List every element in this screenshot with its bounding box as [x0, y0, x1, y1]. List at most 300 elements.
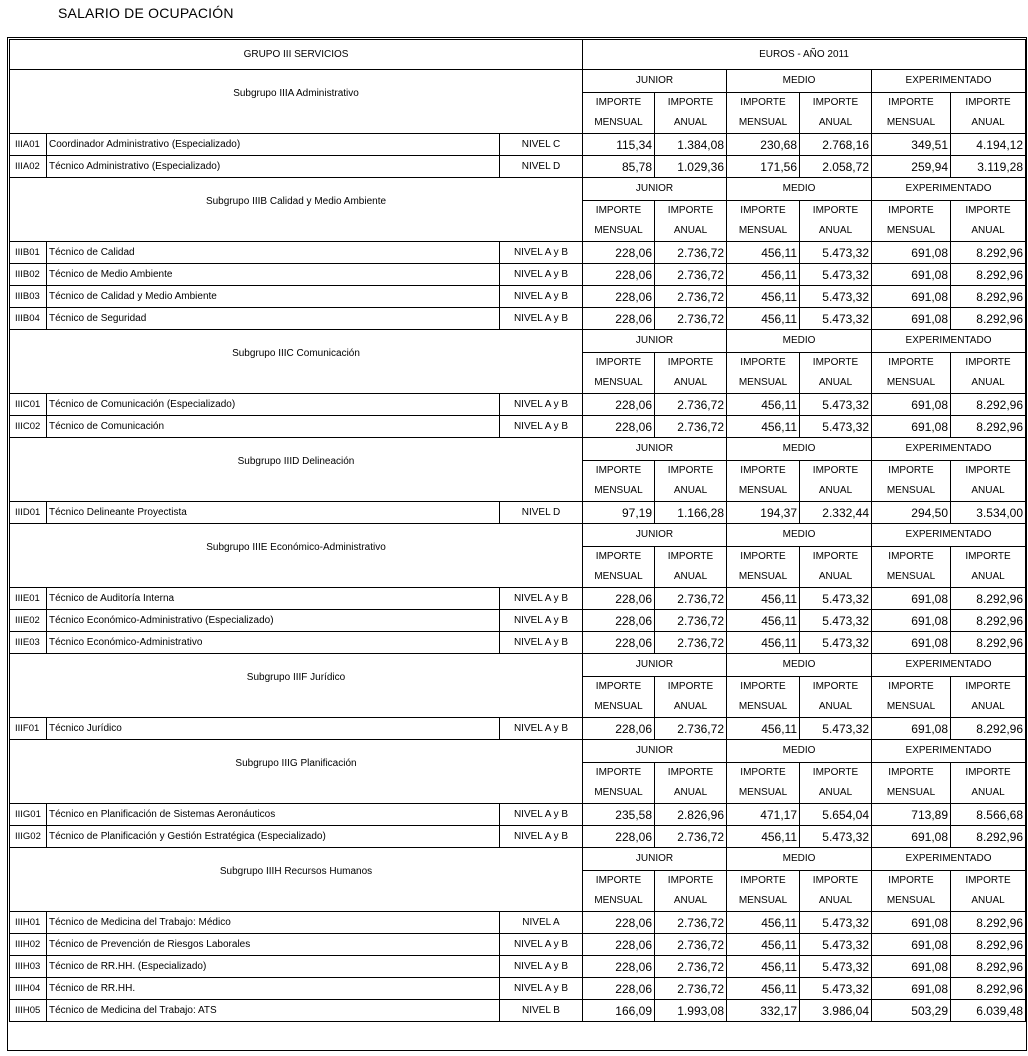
salary-value: 691,08: [872, 718, 951, 740]
anual-label: ANUAL: [673, 377, 708, 388]
amount-mensual-header: [872, 93, 951, 134]
amount-mensual-header: [583, 353, 655, 394]
job-name: Técnico Económico-Administrativo (Especializado): [47, 610, 500, 632]
job-code: IIIC01: [10, 394, 47, 416]
salary-value: 332,17: [727, 1000, 800, 1022]
level-medio: MEDIO: [727, 654, 872, 677]
level-junior: JUNIOR: [583, 740, 727, 763]
job-level: NIVEL B: [500, 1000, 583, 1022]
salary-value: 456,11: [727, 912, 800, 934]
amount-anual-header: [800, 93, 872, 134]
amount-anual-header: [800, 763, 872, 804]
level-experimentado: EXPERIMENTADO: [872, 178, 1026, 201]
amount-anual-header: [800, 871, 872, 912]
salary-value: 1.029,36: [655, 156, 727, 178]
salary-value: 2.736,72: [655, 588, 727, 610]
importe-label: IMPORTE: [595, 767, 642, 778]
importe-label: IMPORTE: [888, 875, 934, 886]
anual-label: ANUAL: [971, 225, 1005, 236]
subgroup-title: Subgrupo IIIF Jurídico: [246, 671, 346, 683]
anual-label: ANUAL: [673, 485, 708, 496]
salary-value: 1.384,08: [655, 134, 727, 156]
importe-label: IMPORTE: [740, 681, 786, 692]
importe-label: IMPORTE: [812, 681, 859, 692]
salary-value: 2.736,72: [655, 394, 727, 416]
salary-value: 5.473,32: [800, 718, 872, 740]
subgroup-title: Subgrupo IIIG Planificación: [235, 757, 357, 769]
importe-label: IMPORTE: [812, 357, 859, 368]
level-experimentado: EXPERIMENTADO: [872, 848, 1026, 871]
job-code: IIIE02: [10, 610, 47, 632]
subgroup-title: Subgrupo IIID Delineación: [237, 455, 355, 467]
mensual-label: MENSUAL: [738, 485, 788, 496]
job-name: Técnico de Calidad: [47, 242, 500, 264]
salary-value: 691,08: [872, 242, 951, 264]
importe-label: IMPORTE: [667, 97, 714, 108]
salary-value: 228,06: [583, 264, 655, 286]
amount-anual-header: [655, 677, 727, 718]
importe-label: IMPORTE: [595, 875, 642, 886]
job-level: NIVEL A: [500, 912, 583, 934]
job-code: IIIG01: [10, 804, 47, 826]
level-medio: MEDIO: [727, 438, 872, 461]
job-code: IIIB03: [10, 286, 47, 308]
job-name: Técnico Delineante Proyectista: [47, 502, 500, 524]
table-row: [10, 264, 1026, 286]
salary-value: 456,11: [727, 718, 800, 740]
job-name: Técnico en Planificación de Sistemas Aeronáuticos: [47, 804, 500, 826]
salary-value: 228,06: [583, 978, 655, 1000]
salary-value: 691,08: [872, 632, 951, 654]
salary-table-body: [10, 40, 1026, 1022]
salary-value: 228,06: [583, 242, 655, 264]
salary-value: 2.332,44: [800, 502, 872, 524]
job-code: IIIA02: [10, 156, 47, 178]
level-medio: MEDIO: [727, 740, 872, 763]
amount-mensual-header: [583, 201, 655, 242]
importe-label: IMPORTE: [595, 551, 642, 562]
salary-value: 6.039,48: [951, 1000, 1026, 1022]
amount-anual-header: [655, 201, 727, 242]
job-code: IIIH03: [10, 956, 47, 978]
salary-value: 115,34: [583, 134, 655, 156]
table-row: [10, 242, 1026, 264]
anual-label: ANUAL: [818, 701, 853, 712]
job-level: NIVEL A y B: [500, 394, 583, 416]
salary-value: 2.736,72: [655, 912, 727, 934]
anual-label: ANUAL: [971, 117, 1005, 128]
level-junior: JUNIOR: [583, 654, 727, 677]
importe-label: IMPORTE: [740, 465, 786, 476]
job-code: IIIE01: [10, 588, 47, 610]
salary-value: 471,17: [727, 804, 800, 826]
amount-mensual-header: [727, 201, 800, 242]
salary-value: 3.119,28: [951, 156, 1026, 178]
table-row: [10, 610, 1026, 632]
importe-label: IMPORTE: [812, 205, 859, 216]
salary-value: 228,06: [583, 912, 655, 934]
importe-label: IMPORTE: [812, 767, 859, 778]
amount-anual-header: [655, 93, 727, 134]
subgroup-title-cell: [10, 438, 583, 502]
job-code: IIIG02: [10, 826, 47, 848]
anual-label: ANUAL: [971, 701, 1005, 712]
job-code: IIIB01: [10, 242, 47, 264]
salary-value: 4.194,12: [951, 134, 1026, 156]
importe-label: IMPORTE: [965, 681, 1011, 692]
anual-label: ANUAL: [673, 895, 708, 906]
salary-value: 691,08: [872, 610, 951, 632]
job-code: IIIE03: [10, 632, 47, 654]
anual-label: ANUAL: [673, 117, 708, 128]
importe-label: IMPORTE: [965, 357, 1011, 368]
salary-value: 228,06: [583, 934, 655, 956]
salary-value: 228,06: [583, 416, 655, 438]
job-level: NIVEL C: [500, 134, 583, 156]
salary-value: 2.768,16: [800, 134, 872, 156]
amount-mensual-header: [872, 547, 951, 588]
importe-label: IMPORTE: [667, 551, 714, 562]
level-header-row: [10, 178, 1026, 201]
subgroup-title: Subgrupo IIIA Administrativo: [233, 87, 359, 99]
anual-label: ANUAL: [818, 787, 853, 798]
salary-value: 5.473,32: [800, 286, 872, 308]
job-level: NIVEL A y B: [500, 978, 583, 1000]
mensual-label: MENSUAL: [886, 485, 936, 496]
amount-anual-header: [951, 201, 1026, 242]
mensual-label: MENSUAL: [886, 377, 936, 388]
salary-value: 228,06: [583, 394, 655, 416]
anual-label: ANUAL: [673, 571, 708, 582]
importe-label: IMPORTE: [812, 465, 859, 476]
job-name: Técnico Jurídico: [47, 718, 500, 740]
amount-mensual-header: [727, 93, 800, 134]
level-experimentado: EXPERIMENTADO: [872, 740, 1026, 763]
subgroup-title-cell: [10, 524, 583, 588]
subgroup-title-cell: [10, 70, 583, 134]
salary-value: 228,06: [583, 718, 655, 740]
salary-value: 5.473,32: [800, 826, 872, 848]
importe-label: IMPORTE: [888, 465, 934, 476]
importe-label: IMPORTE: [965, 205, 1011, 216]
salary-value: 2.736,72: [655, 826, 727, 848]
anual-label: ANUAL: [818, 485, 853, 496]
salary-value: 503,29: [872, 1000, 951, 1022]
level-header-row: [10, 524, 1026, 547]
subgroup-title: Subgrupo IIIC Comunicación: [232, 347, 360, 359]
mensual-label: MENSUAL: [594, 485, 643, 496]
job-name: Técnico de Auditoría Interna: [47, 588, 500, 610]
job-level: NIVEL A y B: [500, 610, 583, 632]
table-row: [10, 826, 1026, 848]
job-level: NIVEL A y B: [500, 588, 583, 610]
mensual-label: MENSUAL: [594, 895, 643, 906]
level-medio: MEDIO: [727, 70, 872, 93]
importe-label: IMPORTE: [740, 551, 786, 562]
job-code: IIIH04: [10, 978, 47, 1000]
salary-value: 228,06: [583, 308, 655, 330]
job-name: Técnico Económico-Administrativo: [47, 632, 500, 654]
salary-value: 456,11: [727, 264, 800, 286]
importe-label: IMPORTE: [965, 551, 1011, 562]
mensual-label: MENSUAL: [738, 895, 788, 906]
job-name: Técnico de Medio Ambiente: [47, 264, 500, 286]
job-level: NIVEL A y B: [500, 956, 583, 978]
salary-value: 691,08: [872, 912, 951, 934]
importe-label: IMPORTE: [965, 875, 1011, 886]
job-level: NIVEL A y B: [500, 416, 583, 438]
job-level: NIVEL A y B: [500, 242, 583, 264]
salary-value: 691,08: [872, 286, 951, 308]
importe-label: IMPORTE: [740, 97, 786, 108]
table-row: [10, 804, 1026, 826]
mensual-label: MENSUAL: [886, 117, 936, 128]
salary-value: 2.736,72: [655, 718, 727, 740]
importe-label: IMPORTE: [812, 875, 859, 886]
amount-mensual-header: [872, 353, 951, 394]
job-name: Técnico de Planificación y Gestión Estratégica (Especializado): [47, 826, 500, 848]
salary-value: 228,06: [583, 286, 655, 308]
job-name: Técnico de Medicina del Trabajo: Médico: [47, 912, 500, 934]
salary-value: 691,08: [872, 264, 951, 286]
importe-label: IMPORTE: [667, 205, 714, 216]
salary-value: 713,89: [872, 804, 951, 826]
anual-label: ANUAL: [818, 895, 853, 906]
salary-value: 171,56: [727, 156, 800, 178]
period-header: EUROS - AÑO 2011: [583, 40, 1026, 70]
mensual-label: MENSUAL: [738, 377, 788, 388]
salary-value: 691,08: [872, 826, 951, 848]
salary-value: 456,11: [727, 610, 800, 632]
salary-value: 228,06: [583, 826, 655, 848]
anual-label: ANUAL: [673, 701, 708, 712]
amount-anual-header: [655, 871, 727, 912]
amount-anual-header: [800, 353, 872, 394]
importe-label: IMPORTE: [888, 205, 934, 216]
job-code: IIIH01: [10, 912, 47, 934]
amount-mensual-header: [583, 763, 655, 804]
salary-value: 456,11: [727, 632, 800, 654]
subgroup-title-cell: [10, 654, 583, 718]
importe-label: IMPORTE: [888, 97, 934, 108]
anual-label: ANUAL: [818, 225, 853, 236]
job-name: Técnico de Comunicación (Especializado): [47, 394, 500, 416]
amount-mensual-header: [583, 547, 655, 588]
amount-anual-header: [800, 201, 872, 242]
salary-value: 2.736,72: [655, 956, 727, 978]
mensual-label: MENSUAL: [886, 895, 936, 906]
salary-value: 2.736,72: [655, 286, 727, 308]
subgroup-title-cell: [10, 178, 583, 242]
salary-value: 8.292,96: [951, 718, 1026, 740]
salary-value: 166,09: [583, 1000, 655, 1022]
table-row: [10, 286, 1026, 308]
amount-anual-header: [655, 763, 727, 804]
salary-value: 691,08: [872, 588, 951, 610]
mensual-label: MENSUAL: [738, 701, 788, 712]
salary-value: 691,08: [872, 308, 951, 330]
salary-value: 1.993,08: [655, 1000, 727, 1022]
level-junior: JUNIOR: [583, 438, 727, 461]
importe-label: IMPORTE: [595, 465, 642, 476]
amount-mensual-header: [583, 677, 655, 718]
mensual-label: MENSUAL: [594, 571, 643, 582]
table-row: [10, 588, 1026, 610]
level-junior: JUNIOR: [583, 330, 727, 353]
anual-label: ANUAL: [971, 895, 1005, 906]
table-row: [10, 502, 1026, 524]
importe-label: IMPORTE: [667, 767, 714, 778]
subgroup-title: Subgrupo IIIB Calidad y Medio Ambiente: [205, 195, 387, 207]
importe-label: IMPORTE: [812, 551, 859, 562]
importe-label: IMPORTE: [740, 205, 786, 216]
salary-value: 456,11: [727, 286, 800, 308]
subgroup-title-cell: [10, 848, 583, 912]
amount-mensual-header: [727, 763, 800, 804]
salary-value: 456,11: [727, 308, 800, 330]
salary-value: 228,06: [583, 632, 655, 654]
importe-label: IMPORTE: [667, 681, 714, 692]
amount-anual-header: [951, 677, 1026, 718]
salary-value: 8.292,96: [951, 242, 1026, 264]
job-name: Técnico de Calidad y Medio Ambiente: [47, 286, 500, 308]
amount-anual-header: [951, 461, 1026, 502]
mensual-label: MENSUAL: [738, 117, 788, 128]
table-row: [10, 978, 1026, 1000]
job-level: NIVEL A y B: [500, 308, 583, 330]
salary-value: 8.292,96: [951, 956, 1026, 978]
job-name: Técnico de RR.HH.: [47, 978, 500, 1000]
importe-label: IMPORTE: [965, 465, 1011, 476]
subgroup-title-cell: [10, 330, 583, 394]
table-row: [10, 394, 1026, 416]
level-header-row: [10, 654, 1026, 677]
job-code: IIID01: [10, 502, 47, 524]
amount-anual-header: [951, 871, 1026, 912]
salary-value: 5.473,32: [800, 978, 872, 1000]
mensual-label: MENSUAL: [886, 787, 936, 798]
page-title: SALARIO DE OCUPACIÓN: [58, 5, 234, 21]
table-row: [10, 912, 1026, 934]
anual-label: ANUAL: [971, 485, 1005, 496]
anual-label: ANUAL: [673, 225, 708, 236]
level-junior: JUNIOR: [583, 848, 727, 871]
importe-label: IMPORTE: [888, 767, 934, 778]
salary-value: 228,06: [583, 956, 655, 978]
salary-value: 456,11: [727, 978, 800, 1000]
amount-anual-header: [655, 547, 727, 588]
salary-value: 5.473,32: [800, 588, 872, 610]
anual-label: ANUAL: [673, 787, 708, 798]
salary-value: 3.986,04: [800, 1000, 872, 1022]
job-name: Técnico de Seguridad: [47, 308, 500, 330]
amount-mensual-header: [727, 353, 800, 394]
level-medio: MEDIO: [727, 524, 872, 547]
salary-value: 5.473,32: [800, 632, 872, 654]
anual-label: ANUAL: [818, 117, 853, 128]
mensual-label: MENSUAL: [594, 701, 643, 712]
level-experimentado: EXPERIMENTADO: [872, 438, 1026, 461]
table-row: [10, 956, 1026, 978]
amount-anual-header: [800, 677, 872, 718]
job-name: Técnico Administrativo (Especializado): [47, 156, 500, 178]
table-row: [10, 416, 1026, 438]
level-header-row: [10, 438, 1026, 461]
job-level: NIVEL A y B: [500, 804, 583, 826]
amount-anual-header: [800, 547, 872, 588]
salary-value: 294,50: [872, 502, 951, 524]
amount-mensual-header: [872, 201, 951, 242]
level-medio: MEDIO: [727, 330, 872, 353]
mensual-label: MENSUAL: [886, 571, 936, 582]
salary-value: 456,11: [727, 416, 800, 438]
level-experimentado: EXPERIMENTADO: [872, 524, 1026, 547]
importe-label: IMPORTE: [595, 97, 642, 108]
salary-value: 8.292,96: [951, 934, 1026, 956]
salary-value: 456,11: [727, 394, 800, 416]
salary-value: 5.473,32: [800, 416, 872, 438]
job-name: Técnico de RR.HH. (Especializado): [47, 956, 500, 978]
salary-value: 8.292,96: [951, 610, 1026, 632]
salary-value: 8.292,96: [951, 826, 1026, 848]
amount-mensual-header: [872, 763, 951, 804]
salary-value: 456,11: [727, 956, 800, 978]
subgroup-title: Subgrupo IIIE Económico-Administrativo: [206, 541, 386, 553]
amount-mensual-header: [583, 871, 655, 912]
subgroup-title-cell: [10, 740, 583, 804]
salary-value: 5.473,32: [800, 242, 872, 264]
job-level: NIVEL A y B: [500, 718, 583, 740]
importe-label: IMPORTE: [740, 875, 786, 886]
amount-mensual-header: [872, 871, 951, 912]
salary-value: 2.736,72: [655, 934, 727, 956]
anual-label: ANUAL: [971, 571, 1005, 582]
importe-label: IMPORTE: [595, 681, 642, 692]
salary-table: [9, 39, 1026, 1022]
salary-value: 2.736,72: [655, 264, 727, 286]
salary-value: 2.736,72: [655, 308, 727, 330]
amount-anual-header: [951, 547, 1026, 588]
salary-value: 194,37: [727, 502, 800, 524]
table-row: [10, 308, 1026, 330]
salary-value: 8.292,96: [951, 286, 1026, 308]
importe-label: IMPORTE: [888, 681, 934, 692]
salary-value: 8.292,96: [951, 416, 1026, 438]
salary-value: 1.166,28: [655, 502, 727, 524]
job-level: NIVEL A y B: [500, 826, 583, 848]
salary-value: 8.292,96: [951, 632, 1026, 654]
salary-value: 97,19: [583, 502, 655, 524]
importe-label: IMPORTE: [888, 551, 934, 562]
mensual-label: MENSUAL: [594, 377, 643, 388]
job-level: NIVEL D: [500, 156, 583, 178]
salary-value: 2.826,96: [655, 804, 727, 826]
salary-value: 85,78: [583, 156, 655, 178]
job-level: NIVEL A y B: [500, 632, 583, 654]
mensual-label: MENSUAL: [594, 117, 643, 128]
table-row: [10, 632, 1026, 654]
job-name: Técnico de Medicina del Trabajo: ATS: [47, 1000, 500, 1022]
anual-label: ANUAL: [818, 377, 853, 388]
amount-mensual-header: [727, 461, 800, 502]
table-row: [10, 134, 1026, 156]
amount-mensual-header: [872, 677, 951, 718]
salary-value: 2.736,72: [655, 632, 727, 654]
salary-value: 259,94: [872, 156, 951, 178]
salary-value: 228,06: [583, 588, 655, 610]
main-header-row: [10, 40, 1026, 70]
mensual-label: MENSUAL: [738, 571, 788, 582]
